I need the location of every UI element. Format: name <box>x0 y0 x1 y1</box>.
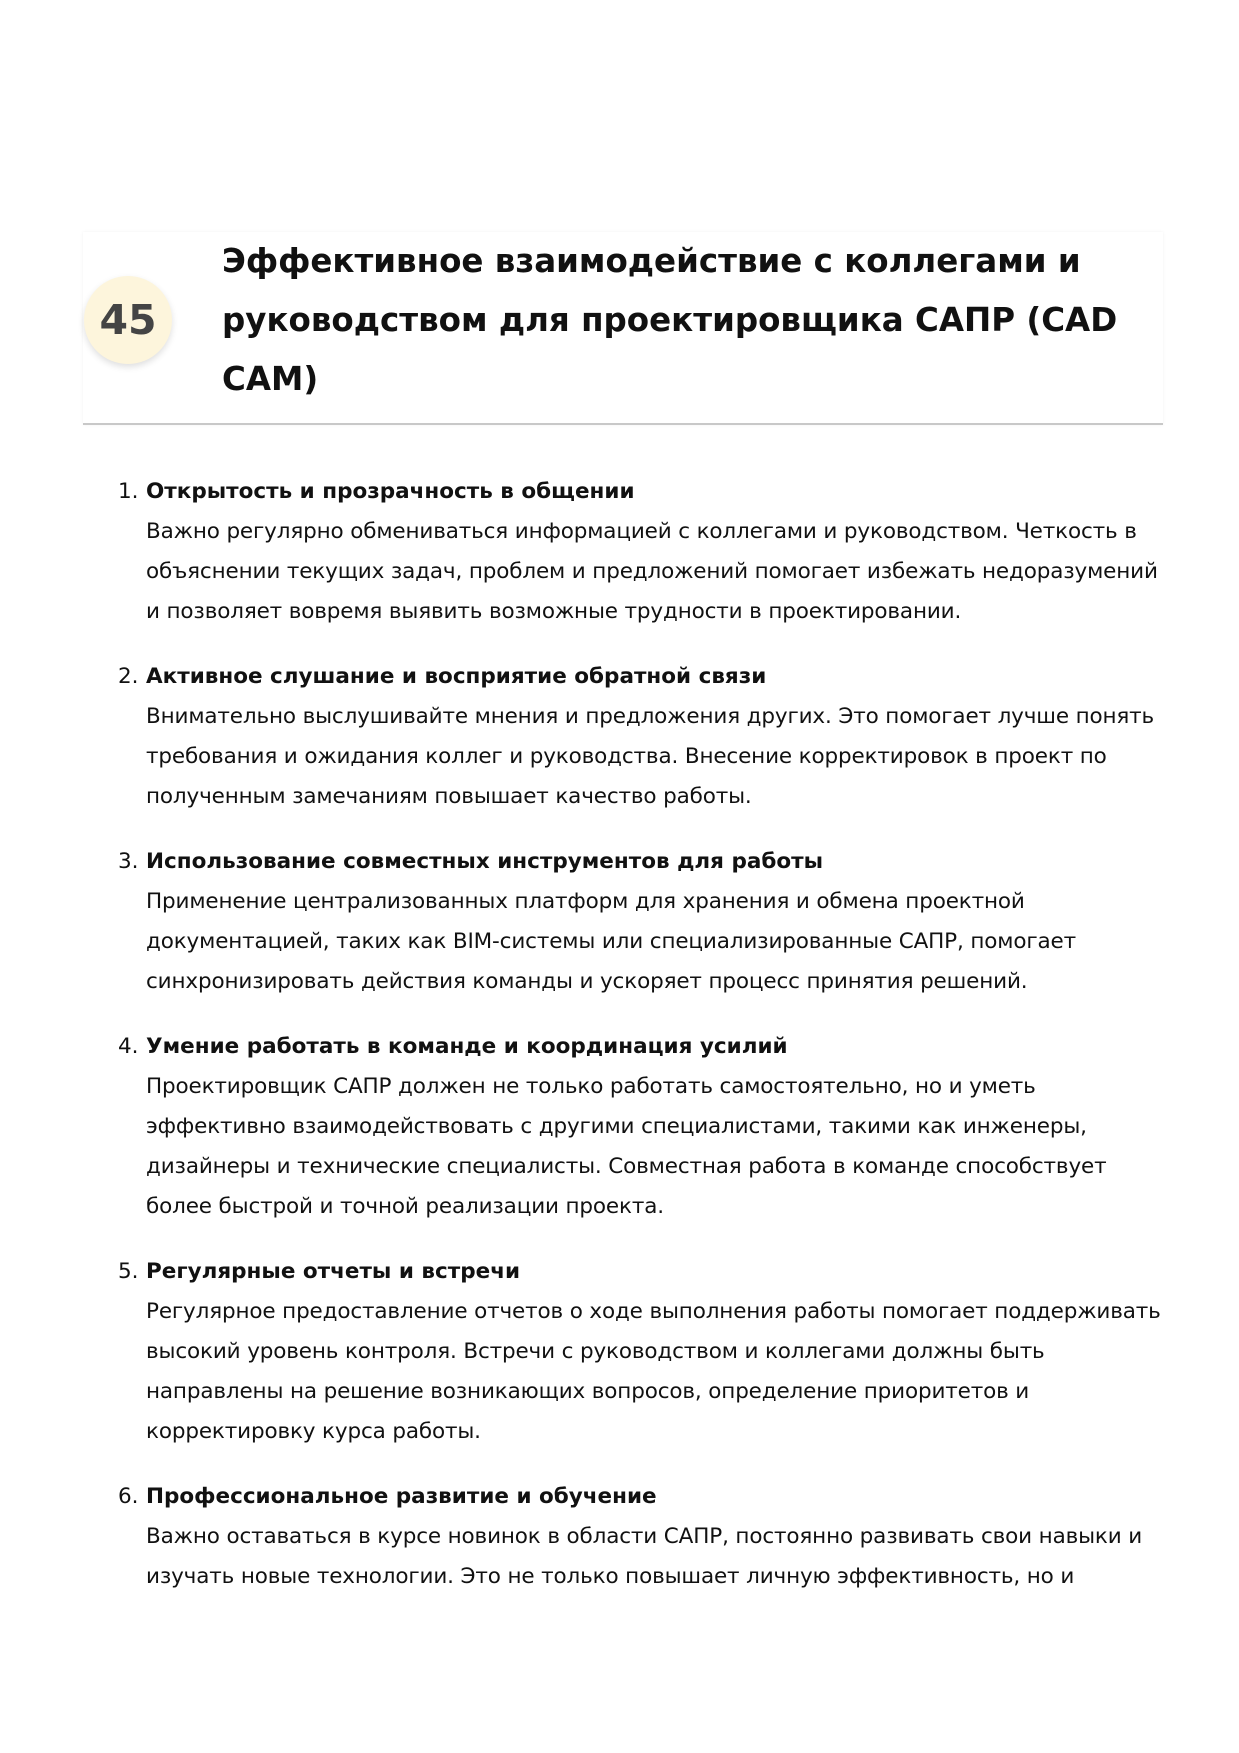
item-number: 6. <box>118 1484 139 1509</box>
section-header <box>83 232 1163 425</box>
item-number: 2. <box>118 664 139 689</box>
item-number: 4. <box>118 1034 139 1059</box>
item-title: Регулярные отчеты и встречи <box>146 1259 521 1284</box>
section-number-badge: 45 <box>84 276 172 364</box>
item-text: Регулярное предоставление отчетов о ходе выполнения работы помогает поддерживать высокий уровень контроля. Встречи с руководством и коллегами должны быть направлены на решение возникающих вопросов, определение приоритетов и корректировку курса работы. <box>146 1299 1161 1444</box>
item-text: Внимательно выслушивайте мнения и предложения других. Это помогает лучше понять требования и ожидания коллег и руководства. Внесение корректировок в проект по полученным замечаниям повышает качество работы. <box>146 704 1155 809</box>
list-item <box>118 842 1178 1002</box>
recommendations-list <box>118 472 1178 1622</box>
item-title: Профессиональное развитие и обучение <box>146 1484 657 1509</box>
item-text: Важно оставаться в курсе новинок в области САПР, постоянно развивать свои навыки и изучать новые технологии. Это не только повышает личную эффективность, но и <box>146 1524 1143 1589</box>
item-title: Умение работать в команде и координация усилий <box>146 1034 788 1059</box>
item-text: Важно регулярно обмениваться информацией с коллегами и руководством. Четкость в объяснении текущих задач, проблем и предложений помогает избежать недоразумений и позволяет вовремя выявить возможные трудности в проектировании. <box>146 519 1158 624</box>
item-number: 3. <box>118 849 139 874</box>
list-item <box>118 657 1178 817</box>
section-title: Эффективное взаимодействие с коллегами и руководством для проектировщика САПР (CAD CAM) <box>222 242 1118 398</box>
item-text: Проектировщик САПР должен не только работать самостоятельно, но и уметь эффективно взаимодействовать с другими специалистами, такими как инженеры, дизайнеры и технические специалисты. Совместная работа в команде способствует более быстрой и точной реализации проекта. <box>146 1074 1107 1219</box>
list-item <box>118 1027 1178 1227</box>
list-item <box>118 1477 1178 1597</box>
item-number: 1. <box>118 479 139 504</box>
item-title: Открытость и прозрачность в общении <box>146 479 635 504</box>
list-item <box>118 1252 1178 1452</box>
list-item <box>118 472 1178 632</box>
item-title: Активное слушание и восприятие обратной связи <box>146 664 767 689</box>
item-title: Использование совместных инструментов для работы <box>146 849 824 874</box>
item-number: 5. <box>118 1259 139 1284</box>
item-text: Применение централизованных платформ для хранения и обмена проектной документацией, таких как BIM-системы или специализированные САПР, помогает синхронизировать действия команды и ускоряет процесс принятия решений. <box>146 889 1076 994</box>
